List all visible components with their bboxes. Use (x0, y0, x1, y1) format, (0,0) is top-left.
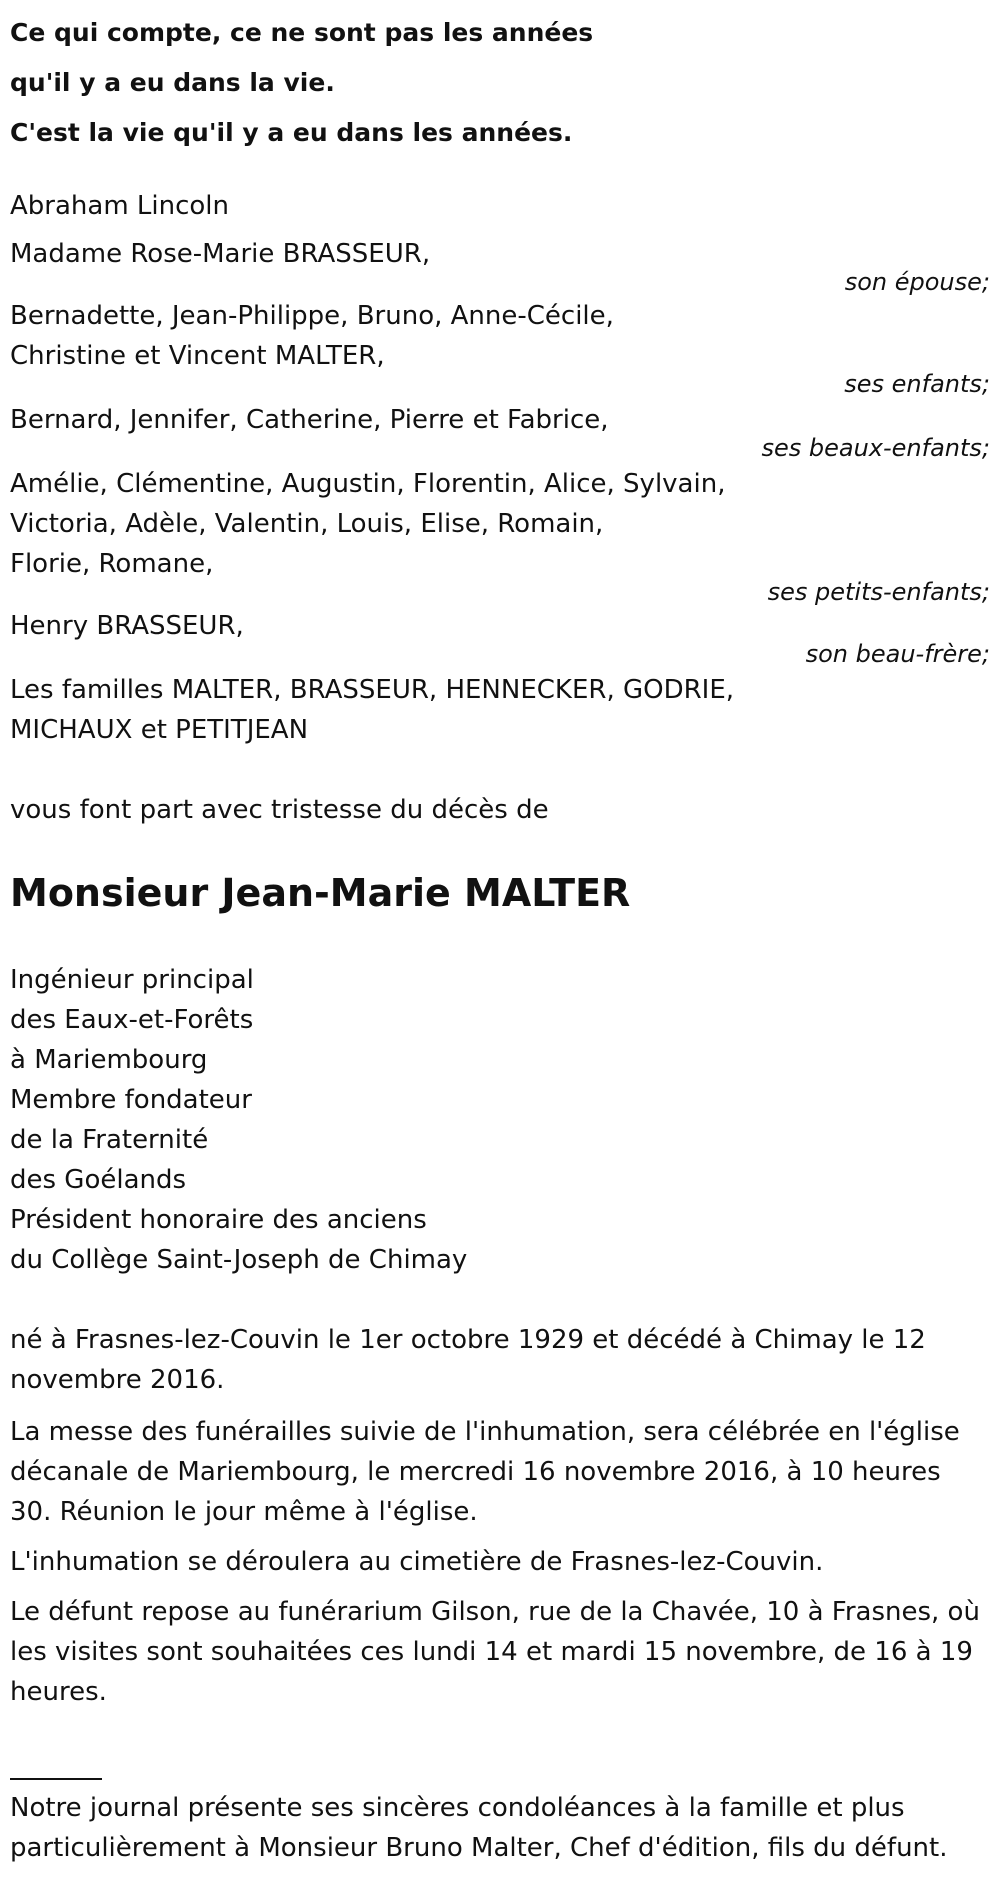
title-line: de la Fraternité (10, 1125, 209, 1155)
title-line: à Mariembourg (10, 1045, 208, 1075)
family-role: ses beaux-enfants; (761, 434, 990, 462)
family-block-children (10, 296, 990, 408)
family-role: son épouse; (844, 268, 990, 296)
quote-author: Abraham Lincoln (10, 191, 230, 221)
visits-paragraph: Le défunt repose au funérarium Gilson, rue de la Chavée, 10 à Frasnes, où les visites sont souhaitées ces lundi 14 et mardi 15 novembre, de 16 à 19 heures. (10, 1597, 980, 1707)
title-line: des Eaux-et-Forêts (10, 1005, 254, 1035)
title-line: Membre fondateur (10, 1085, 252, 1115)
family-names: Christine et Vincent MALTER, (10, 341, 385, 371)
family-names: Les familles MALTER, BRASSEUR, HENNECKER, GODRIE, (10, 675, 735, 705)
family-names: Bernadette, Jean-Philippe, Bruno, Anne-Cécile, (10, 301, 614, 331)
announcement-text: vous font part avec tristesse du décès de (10, 795, 549, 825)
family-block-grandchildren (10, 464, 990, 616)
title-line: Président honoraire des anciens (10, 1205, 427, 1235)
family-role: ses petits-enfants; (767, 578, 990, 606)
family-names: Bernard, Jennifer, Catherine, Pierre et Fabrice, (10, 405, 609, 435)
family-names: Florie, Romane, (10, 549, 214, 579)
separator-line (10, 1778, 102, 1780)
title-line: Ingénieur principal (10, 965, 254, 995)
family-block-step-children (10, 400, 990, 472)
birth-death-paragraph: né à Frasnes-lez-Couvin le 1er octobre 1929 et décédé à Chimay le 12 novembre 2016. (10, 1325, 926, 1395)
quote-line: Ce qui compte, ce ne sont pas les années (10, 18, 594, 47)
family-names: Henry BRASSEUR, (10, 611, 244, 641)
family-names: Amélie, Clémentine, Augustin, Florentin, Alice, Sylvain, (10, 469, 726, 499)
opening-quote (10, 8, 593, 158)
quote-line: C'est la vie qu'il y a eu dans les années. (10, 118, 573, 147)
deceased-titles (10, 960, 467, 1280)
family-role: ses enfants; (844, 370, 990, 398)
family-names: MICHAUX et PETITJEAN (10, 715, 309, 745)
deceased-name: Monsieur Jean-Marie MALTER (10, 871, 631, 915)
condolences-paragraph: Notre journal présente ses sincères condoléances à la famille et plus particulièrement à Monsieur Bruno Malter, Chef d'édition, fils du défunt. (10, 1793, 948, 1863)
title-line: des Goélands (10, 1165, 187, 1195)
burial-paragraph: L'inhumation se déroulera au cimetière de Frasnes-lez-Couvin. (10, 1547, 824, 1577)
family-block-families (10, 670, 990, 750)
title-line: du Collège Saint-Joseph de Chimay (10, 1245, 468, 1275)
family-block-brother-in-law (10, 606, 990, 678)
quote-line: qu'il y a eu dans la vie. (10, 68, 335, 97)
family-names: Madame Rose-Marie BRASSEUR, (10, 239, 431, 269)
family-role: son beau-frère; (805, 640, 990, 668)
funeral-mass-paragraph: La messe des funérailles suivie de l'inhumation, sera célébrée en l'église décanale de Mariembourg, le mercredi 16 novembre 2016, à 10 heures 30. Réunion le jour même à l'église. (10, 1417, 960, 1527)
family-names: Victoria, Adèle, Valentin, Louis, Elise, Romain, (10, 509, 604, 539)
